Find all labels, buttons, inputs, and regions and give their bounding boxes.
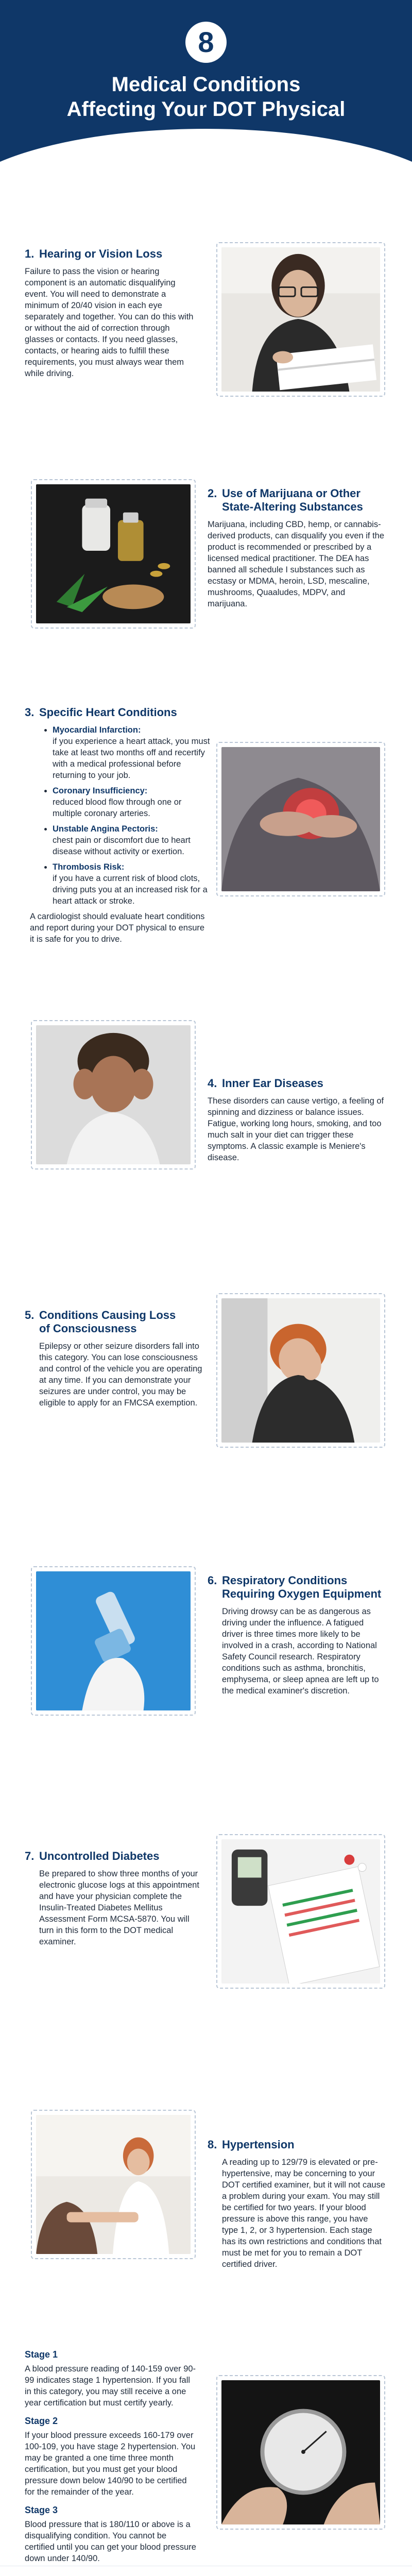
stage-title: Stage 2: [25, 2416, 58, 2426]
section-number: 5.: [25, 1309, 35, 1321]
photo-glucose-log: [216, 1834, 385, 1989]
section-title: [208, 2138, 385, 2151]
list-item: • Coronary Insufficiency: reduced blood flow through one or multiple coronary arteries.: [53, 785, 210, 819]
photo-chest-pain: [216, 742, 385, 896]
section-number: 8.: [208, 2138, 217, 2151]
section-diabetes: [25, 1850, 202, 1947]
header-number-badge: 8: [185, 22, 227, 63]
photo-doctor-patient: [31, 2110, 196, 2259]
section-body: A reading up to 129/79 is elevated or pre-hypertensive, may be concerning to your DOT certified examiner, but it will not cause a problem during your exam. You may still be certified for two years. If your blood pressure is above this range, you have type 1, 2, or 3 hypertension. Each stage has its own restrictions and conditions that must be met for you to remain a DOT certified driver.: [222, 2158, 385, 2269]
section-title-text-2: of Consciousness: [39, 1322, 137, 1335]
list-item: • Myocardial Infarction: if you experience a heart attack, you must take at least two months off and recertify with a medical professional before returning to your job.: [53, 724, 210, 781]
section-body: Failure to pass the vision or hearing component is an automatic disqualifying event. You will need to demonstrate a minimum of 20/40 vision in each eye separately and together. You can do this with or without the aid of correction through glasses or contacts. If you need glasses, contacts, or hearing aids to fulfill these requirements, you must always wear them while driving.: [25, 267, 194, 378]
section-body: Driving drowsy can be as dangerous as driving under the influence. A fatigued driver is three times more likely to be involved in a crash, according to National Safety Council research. Respiratory conditions such as asthma, bronchitis, emphysema, or sleep apnea are left up to the medical examiner's discretion.: [222, 1607, 379, 1696]
section-title-text: Use of Marijuana or Other: [222, 487, 360, 500]
section-hearing-vision: [25, 247, 195, 379]
section-hypertension: [208, 2138, 385, 2270]
list-item: • Thrombosis Risk: if you have a current risk of blood clots, driving puts you at an increased risk for a heart attack or stroke.: [53, 861, 210, 907]
section-number: 4.: [208, 1077, 217, 1090]
section-loss-of-consciousness: [25, 1309, 202, 1409]
stage-title: Stage 1: [25, 2349, 58, 2360]
section-title: [208, 487, 385, 514]
stage-title: Stage 3: [25, 2505, 58, 2515]
section-title-text-2: Requiring Oxygen Equipment: [222, 1587, 382, 1600]
section-respiratory: [208, 1574, 385, 1697]
stage-text: A blood pressure reading of 140-159 over 90-99 indicates stage 1 hypertension. If you fall in this category, you may still receive a one year certification but must certify yearly.: [25, 2364, 196, 2408]
section-title-text: Conditions Causing Loss: [39, 1309, 176, 1321]
section-title-text: Hypertension: [222, 2138, 295, 2151]
photo-blood-pressure-gauge: [216, 2375, 385, 2530]
section-title-text: Respiratory Conditions: [222, 1574, 348, 1587]
section-title-text: Uncontrolled Diabetes: [39, 1850, 160, 1862]
section-title: [25, 1850, 202, 1863]
section-title-text: Inner Ear Diseases: [222, 1077, 323, 1090]
photo-tired-woman: [216, 1293, 385, 1448]
photo-inhaler: [31, 1566, 196, 1716]
stage-text: If your blood pressure exceeds 160-179 over 100-109, you have stage 2 hypertension. You may be granted a one time three month certification, but you must get your blood pressure down below 140/90 to be certified for the remainder of the year.: [25, 2431, 196, 2497]
section-title-text: Specific Heart Conditions: [39, 706, 177, 719]
section-title-text: Hearing or Vision Loss: [39, 247, 163, 260]
section-body: These disorders can cause vertigo, a feeling of spinning and dizziness or balance issues. Fatigue, working long hours, smoking, and too much salt in your diet can trigger these symptoms. A classic example is Meniere's disease.: [208, 1096, 384, 1162]
hypertension-stages: [25, 2349, 197, 2564]
section-body: Be prepared to show three months of your electronic glucose logs at this appointment and have your physician complete the Insulin-Treated Diabetes Mellitus Assessment Form MCSA-5870. You will turn in this form to the DOT medical examiner.: [39, 1869, 199, 1946]
section-title-text-2: State-Altering Substances: [222, 500, 363, 513]
page-title-line1: Medical Conditions: [111, 73, 301, 96]
section-marijuana: [208, 487, 385, 609]
stage-text: Blood pressure that is 180/110 or above is a disqualifying condition. You cannot be certified until you can get your blood pressure down under 140/90.: [25, 2520, 196, 2563]
section-title: [208, 1574, 385, 1601]
list-item: • Unstable Angina Pectoris: chest pain or discomfort due to heart disease without activity or exertion.: [53, 823, 210, 857]
section-number: 1.: [25, 247, 35, 260]
footer: [0, 2566, 412, 2576]
section-number: 3.: [25, 706, 35, 719]
page-title-line2: Affecting Your DOT Physical: [66, 98, 346, 121]
section-title: [25, 247, 195, 261]
heart-conditions-list: [25, 724, 210, 907]
section-title: [208, 1077, 385, 1090]
section-title: [25, 706, 210, 719]
section-heart-conditions: [25, 706, 210, 945]
section-footer-note: A cardiologist should evaluate heart conditions and report during your DOT physical to ensure it is safe for you to drive.: [30, 912, 205, 944]
section-inner-ear: [208, 1077, 385, 1163]
section-body: Marijuana, including CBD, hemp, or cannabis-derived products, can disqualify you even if the product is recommended or prescribed by a licensed medical practitioner. The DEA has banned all schedule I substances such as ecstasy or MDMA, heroin, LSD, mescaline, mushrooms, Quaaludes, MDPV, and marijuana.: [208, 520, 385, 608]
section-title: [25, 1309, 202, 1335]
section-number: 2.: [208, 487, 217, 500]
section-number: 7.: [25, 1850, 35, 1862]
section-number: 6.: [208, 1574, 217, 1587]
photo-cannabis-products: [31, 479, 196, 629]
section-body: Epilepsy or other seizure disorders fall into this category. You can lose consciousness and control of the vehicle you are operating at any time. If you can demonstrate your seizures are under control, you may be eligible to apply for an FMCSA exemption.: [39, 1342, 202, 1408]
photo-girl-covering-ears: [31, 1020, 196, 1170]
photo-woman-reading: [216, 242, 385, 397]
